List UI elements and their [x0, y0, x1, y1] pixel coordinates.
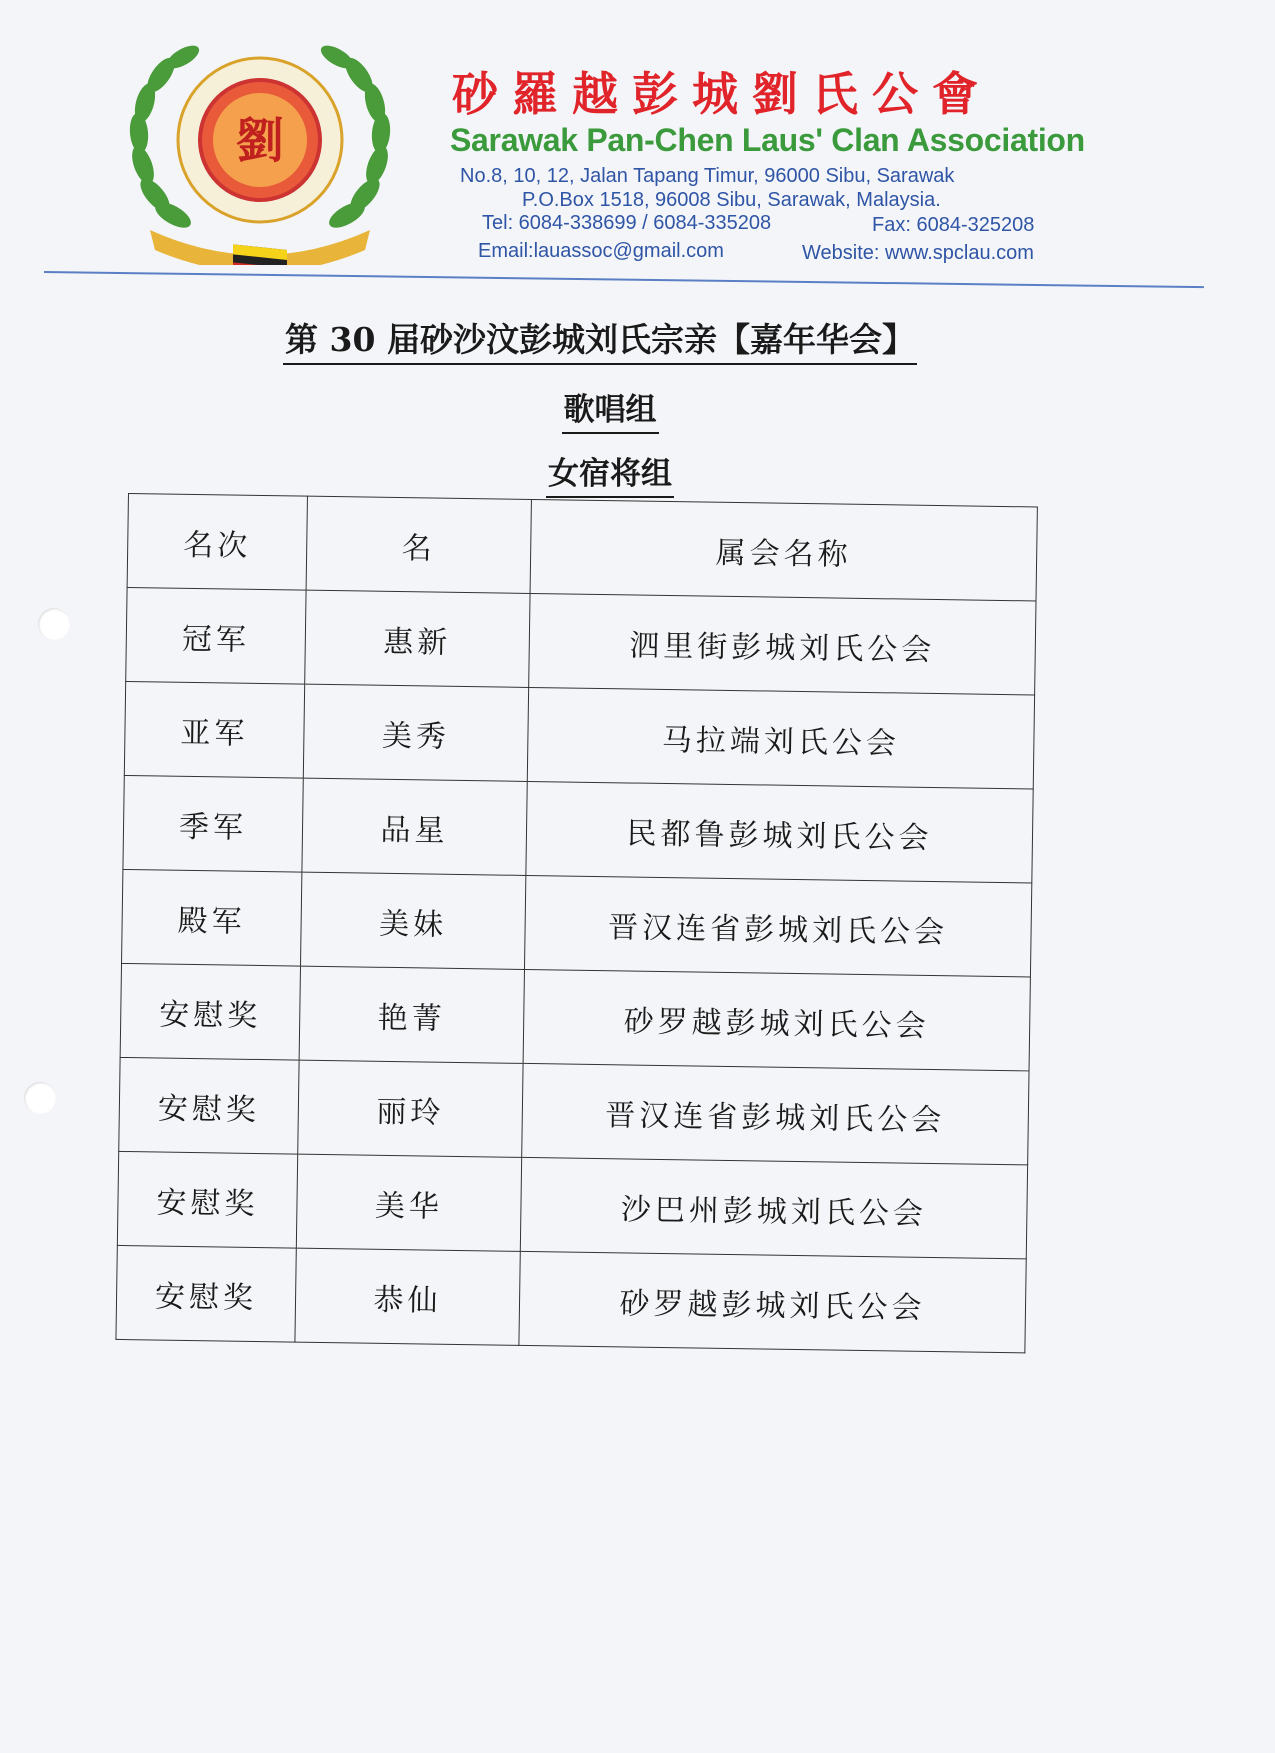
telephone: Tel: 6084-338699 / 6084-335208 [482, 212, 772, 234]
cell-name: 丽玲 [298, 1060, 523, 1157]
cell-name: 品星 [302, 778, 527, 875]
table-header-row [127, 494, 1037, 601]
event-title [200, 314, 1000, 361]
cell-rank: 殿军 [122, 869, 302, 966]
event-title-text: 第 30 届砂沙汶彭城刘氏宗亲【嘉年华会】 [283, 320, 917, 365]
address-line-2: P.O.Box 1518, 96008 Sibu, Sarawak, Malaysia. [522, 189, 941, 211]
email: Email:lauassoc@gmail.com [478, 240, 724, 262]
cell-association: 泗里街彭城刘氏公会 [529, 593, 1036, 694]
category-title-text: 女宿将组 [546, 456, 674, 498]
cell-rank: 安慰奖 [119, 1057, 299, 1154]
cell-name: 恭仙 [295, 1248, 520, 1345]
org-name-english: Sarawak Pan-Chen Laus' Clan Association [450, 122, 1085, 158]
header-name: 名 [306, 496, 531, 593]
org-name-chinese: 砂羅越彭城劉氏公會 [452, 67, 992, 121]
cell-association: 马拉端刘氏公会 [527, 687, 1034, 788]
cell-name: 美妹 [301, 872, 526, 969]
group-subtitle-text: 歌唱组 [562, 392, 659, 434]
table-row [122, 869, 1032, 976]
address-line-1: No.8, 10, 12, Jalan Tapang Timur, 96000 Sibu, Sarawak [460, 165, 955, 187]
cell-name: 艳菁 [299, 966, 524, 1063]
table-row [119, 1057, 1029, 1164]
cell-name: 美秀 [303, 684, 528, 781]
website: Website: www.spclau.com [802, 242, 1034, 264]
cell-name: 惠新 [305, 590, 530, 687]
results-table [115, 493, 1037, 1353]
table-row [120, 963, 1030, 1070]
cell-rank: 季军 [123, 775, 303, 872]
cell-association: 砂罗越彭城刘氏公会 [519, 1251, 1026, 1352]
header-association: 属会名称 [530, 499, 1037, 600]
cell-rank: 亚军 [124, 681, 304, 778]
cell-rank: 安慰奖 [120, 963, 300, 1060]
cell-association: 晋汉连省彭城刘氏公会 [522, 1063, 1029, 1164]
cell-association: 民都鲁彭城刘氏公会 [526, 781, 1033, 882]
header-rank: 名次 [127, 494, 307, 591]
cell-name: 美华 [296, 1154, 521, 1251]
punch-hole [24, 1082, 56, 1114]
cell-association: 沙巴州彭城刘氏公会 [520, 1157, 1027, 1258]
results-table-wrap [115, 493, 1037, 1353]
cell-association: 砂罗越彭城刘氏公会 [523, 969, 1030, 1070]
table-row [123, 775, 1033, 882]
table-row [117, 1151, 1027, 1258]
association-logo [125, 45, 395, 265]
cell-rank: 安慰奖 [117, 1151, 297, 1248]
cell-association: 晋汉连省彭城刘氏公会 [524, 875, 1031, 976]
fax: Fax: 6084-325208 [872, 214, 1035, 236]
table-row [116, 1245, 1026, 1352]
table-row [124, 681, 1034, 788]
letterhead-divider [44, 271, 1204, 288]
cell-rank: 冠军 [126, 587, 306, 684]
punch-hole [38, 608, 70, 640]
group-subtitle [460, 384, 760, 429]
svg-text:劉: 劉 [235, 113, 285, 169]
table-row [126, 587, 1036, 694]
category-title [460, 448, 760, 493]
cell-rank: 安慰奖 [116, 1245, 296, 1342]
